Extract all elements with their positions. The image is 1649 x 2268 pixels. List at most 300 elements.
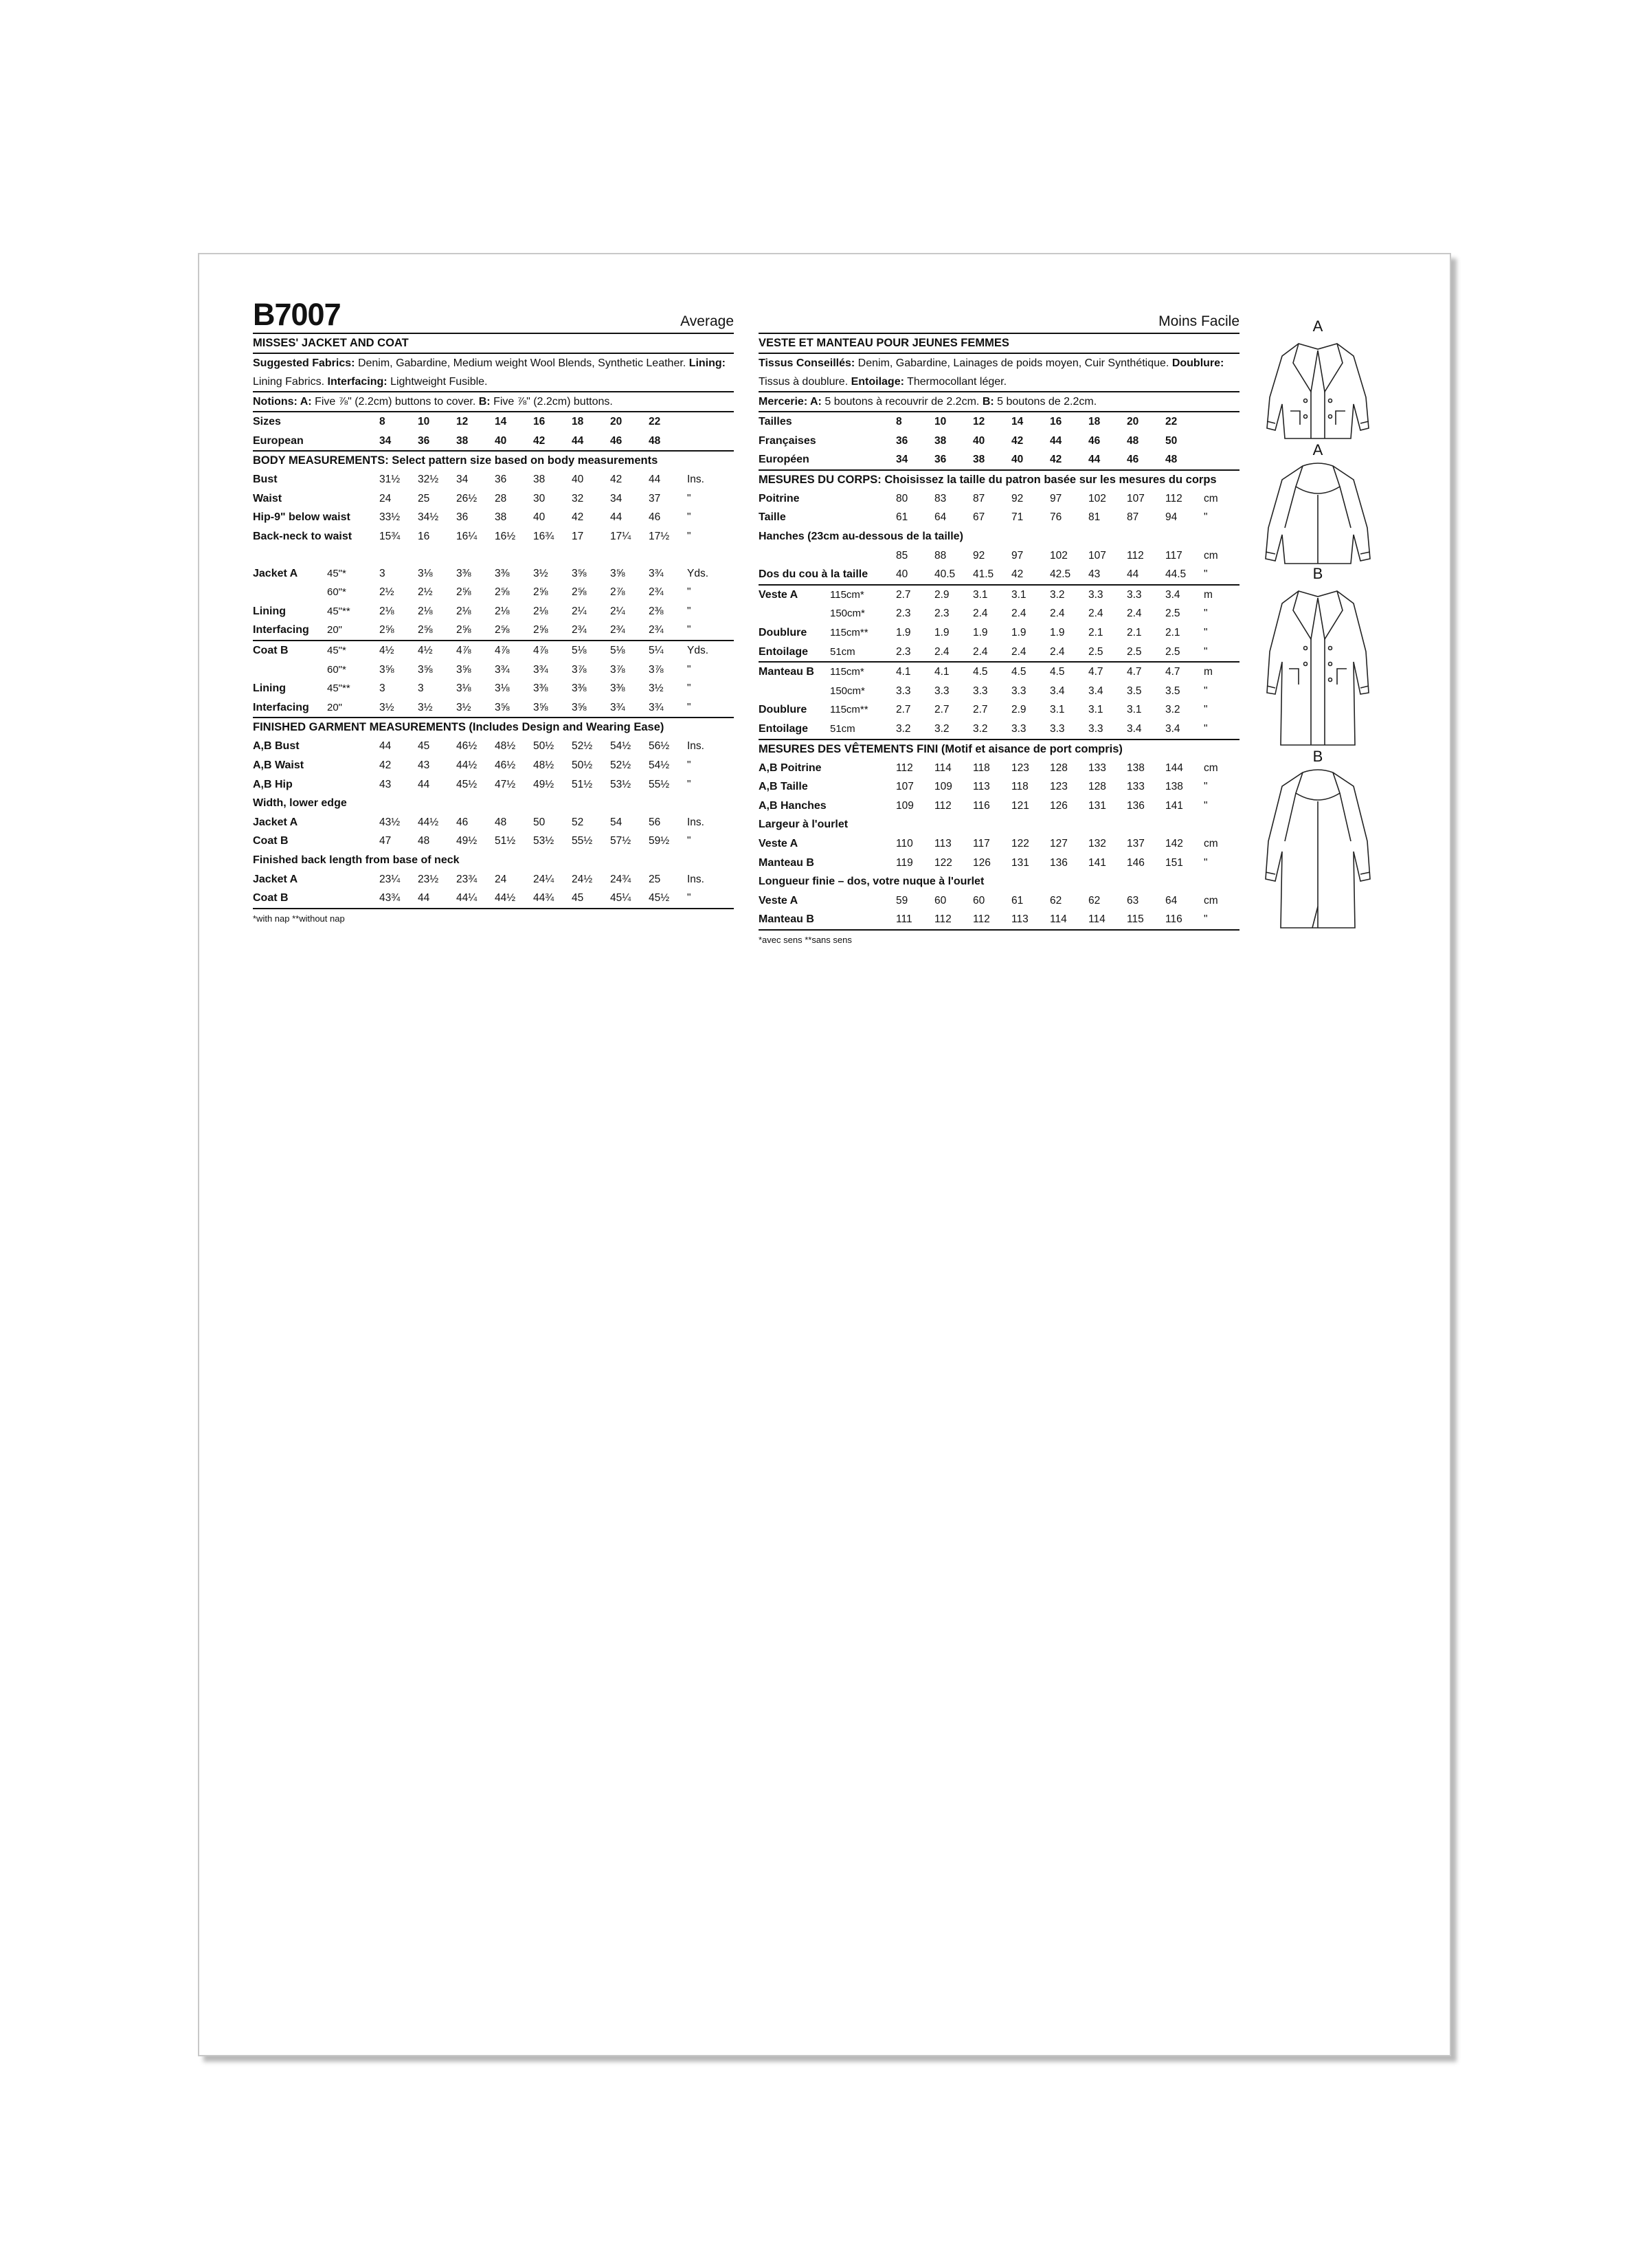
- table-cell: 3¾: [495, 663, 510, 676]
- table-cell: 44: [572, 434, 584, 447]
- table-cell: 32: [572, 492, 584, 504]
- table-cell: 128: [1088, 781, 1106, 793]
- table-cell: 3⅛: [456, 682, 471, 695]
- table-cell: 2½: [418, 586, 433, 599]
- table-cell: 57½: [610, 835, 631, 847]
- table-cell: 3⅛: [495, 682, 510, 695]
- table-cell: 33½: [379, 511, 401, 524]
- table-cell: 24½: [572, 873, 593, 885]
- row-unit: cm: [1204, 837, 1218, 849]
- table-cell: 59½: [649, 835, 670, 847]
- table-cell: 8: [896, 416, 902, 428]
- table-cell: 3⅝: [572, 701, 587, 713]
- notions-text: Five ⅞" (2.2cm) buttons to cover.: [315, 396, 476, 408]
- table-cell: 88: [934, 549, 947, 562]
- row-unit: cm: [1204, 894, 1218, 907]
- table-cell: 4⅞: [456, 644, 471, 656]
- table-cell: 36: [896, 434, 908, 447]
- table-cell: 36: [934, 454, 947, 466]
- table-cell: 3⅝: [379, 663, 394, 676]
- suggested-fabrics-fr: [759, 353, 1239, 391]
- table-cell: 38: [456, 434, 469, 447]
- table-cell: 18: [1088, 416, 1101, 428]
- row-width: 60"*: [327, 663, 346, 676]
- table-cell: 2.7: [934, 704, 950, 716]
- table-cell: 1.9: [1050, 626, 1065, 638]
- table-cell: 44¾: [533, 892, 554, 904]
- table-cell: 38: [533, 474, 546, 486]
- table-cell: 1.9: [896, 626, 911, 638]
- row-unit: ": [1204, 704, 1208, 716]
- table-cell: 42: [610, 474, 622, 486]
- table-cell: 3⅜: [610, 682, 625, 695]
- table-cell: 3.4: [1165, 722, 1180, 735]
- table-cell: 2.9: [1011, 704, 1027, 716]
- coat-yardage-table-fr: [759, 661, 1239, 738]
- table-cell: 61: [1011, 894, 1024, 907]
- table-cell: 36: [495, 474, 507, 486]
- table-row: [759, 682, 1239, 701]
- row-unit: m: [1204, 666, 1213, 678]
- table-cell: 34½: [418, 511, 439, 524]
- finished-measurements-table-fr: [759, 759, 1239, 929]
- table-row: [759, 834, 1239, 854]
- row-label: Européen: [759, 454, 809, 466]
- table-cell: 31½: [379, 474, 401, 486]
- table-cell: 3⅜: [533, 682, 548, 695]
- table-cell: 43: [418, 759, 430, 771]
- table-cell: 5⅛: [572, 644, 587, 656]
- table-cell: 15¾: [379, 531, 401, 543]
- table-cell: 44: [1050, 434, 1062, 447]
- table-cell: 2.7: [896, 588, 911, 601]
- row-unit: ": [1204, 685, 1208, 697]
- table-cell: 3.3: [1127, 588, 1142, 601]
- table-cell: 3⅝: [495, 701, 510, 713]
- table-cell: 85: [896, 549, 908, 562]
- row-unit: Ins.: [687, 873, 704, 885]
- table-cell: 4½: [379, 644, 394, 656]
- table-cell: 43¾: [379, 892, 401, 904]
- table-cell: 3.3: [973, 685, 988, 697]
- table-cell: 16: [1050, 416, 1062, 428]
- table-cell: 122: [934, 856, 952, 869]
- table-cell: 42: [1011, 568, 1024, 581]
- table-cell: 2⅞: [610, 586, 625, 599]
- table-row: [253, 889, 734, 908]
- table-cell: 50½: [572, 759, 593, 771]
- table-cell: 44½: [456, 759, 478, 771]
- table-row: [759, 643, 1239, 662]
- interfacing-text-fr: Thermocollant léger.: [907, 376, 1007, 388]
- table-cell: 36: [456, 511, 469, 524]
- table-cell: 123: [1050, 781, 1068, 793]
- table-cell: 18: [572, 416, 584, 428]
- table-cell: 2⅝: [456, 624, 471, 636]
- table-cell: 2⅝: [379, 624, 394, 636]
- table-cell: 42.5: [1050, 568, 1071, 581]
- table-cell: 3⅝: [418, 663, 433, 676]
- table-cell: 40: [973, 434, 985, 447]
- row-width: 115cm*: [830, 588, 864, 601]
- row-label: Manteau B: [759, 666, 814, 678]
- lining-text-fr: Tissus à doublure.: [759, 376, 849, 388]
- row-label: Veste A: [759, 588, 798, 601]
- table-cell: 44¼: [456, 892, 478, 904]
- table-row: [759, 700, 1239, 720]
- table-cell: 4.5: [1050, 666, 1065, 678]
- sizes-table-fr: [759, 411, 1239, 469]
- table-cell: 2.4: [1011, 608, 1027, 620]
- table-cell: 119: [896, 856, 913, 869]
- notions-b-text-fr: 5 boutons de 2.2cm.: [997, 396, 1097, 408]
- row-unit: ": [687, 511, 691, 524]
- table-cell: 3.4: [1088, 685, 1103, 697]
- table-row: [759, 720, 1239, 739]
- table-cell: 43: [1088, 568, 1101, 581]
- table-cell: 92: [1011, 492, 1024, 504]
- table-cell: 112: [973, 913, 990, 926]
- table-cell: 116: [973, 799, 990, 812]
- view-label-a-back: A: [1312, 441, 1323, 458]
- table-cell: 126: [1050, 799, 1068, 812]
- table-cell: 60: [973, 894, 985, 907]
- table-cell: 109: [896, 799, 914, 812]
- table-cell: 46: [1127, 454, 1139, 466]
- table-cell: 2.5: [1127, 645, 1142, 658]
- table-cell: 116: [1165, 913, 1182, 926]
- table-row: [253, 470, 734, 489]
- table-row: [759, 565, 1239, 584]
- table-cell: 45: [418, 740, 430, 753]
- table-cell: 2.7: [896, 704, 911, 716]
- row-label: Tailles: [759, 416, 792, 428]
- table-cell: 23½: [418, 873, 439, 885]
- table-cell: 87: [973, 492, 985, 504]
- table-cell: 3.2: [1165, 704, 1180, 716]
- table-cell: 137: [1127, 837, 1145, 849]
- row-label: A,B Waist: [253, 759, 304, 771]
- table-cell: 3: [379, 567, 385, 579]
- table-cell: 102: [1088, 492, 1106, 504]
- table-cell: 44: [610, 511, 622, 524]
- table-cell: 53½: [533, 835, 554, 847]
- row-width: 45"**: [327, 605, 350, 617]
- table-cell: 41.5: [973, 568, 994, 581]
- table-cell: 59: [896, 894, 908, 907]
- table-cell: 2.5: [1088, 645, 1103, 658]
- table-row: [253, 508, 734, 527]
- table-cell: 38: [973, 454, 985, 466]
- row-unit: cm: [1204, 492, 1218, 504]
- table-cell: 2.4: [1088, 608, 1103, 620]
- footnote: *with nap **without nap: [253, 908, 734, 926]
- table-row: [759, 586, 1239, 605]
- table-cell: 117: [1165, 549, 1182, 562]
- table-cell: 64: [1165, 894, 1178, 907]
- table-cell: 12: [456, 416, 469, 428]
- row-label: Longueur finie – dos, votre nuque à l'ourlet: [759, 876, 985, 888]
- body-measurements-table: [253, 470, 734, 546]
- table-cell: 14: [495, 416, 507, 428]
- table-cell: 146: [1127, 856, 1145, 869]
- table-cell: 16½: [495, 531, 516, 543]
- row-width: 45"*: [327, 567, 346, 579]
- table-cell: 2.4: [1127, 608, 1142, 620]
- table-cell: 2.4: [1050, 645, 1065, 658]
- table-cell: 54½: [610, 740, 631, 753]
- table-cell: 2.1: [1088, 626, 1103, 638]
- table-cell: 34: [896, 454, 908, 466]
- table-cell: 3.4: [1165, 588, 1180, 601]
- table-cell: 144: [1165, 761, 1183, 774]
- row-label: Poitrine: [759, 492, 800, 504]
- row-unit: m: [1204, 588, 1213, 601]
- french-content: [759, 333, 1239, 947]
- table-cell: 112: [1127, 549, 1144, 562]
- table-cell: 3⅞: [649, 663, 664, 676]
- table-cell: 114: [934, 761, 952, 774]
- row-label: A,B Poitrine: [759, 761, 822, 774]
- table-cell: 52: [572, 816, 584, 828]
- row-unit: ": [1204, 568, 1208, 581]
- row-unit: ": [687, 586, 691, 599]
- table-row: [253, 756, 734, 775]
- table-cell: 151: [1165, 856, 1183, 869]
- table-cell: 107: [1088, 549, 1106, 562]
- body-measurements-title-fr: MESURES DU CORPS: Choisissez la taille du patron basée sur les mesures du corps: [759, 469, 1239, 489]
- row-unit: Ins.: [687, 740, 704, 753]
- table-cell: 45½: [649, 892, 670, 904]
- table-cell: 40: [533, 511, 546, 524]
- table-cell: 136: [1127, 799, 1145, 812]
- table-row: [759, 759, 1239, 778]
- table-cell: 37: [649, 492, 661, 504]
- row-label: Width, lower edge: [253, 797, 347, 810]
- table-cell: 122: [1011, 837, 1029, 849]
- finished-measurements-title-fr: MESURES DES VÊTEMENTS FINI (Motif et aisance de port compris): [759, 739, 1239, 759]
- table-cell: 114: [1050, 913, 1067, 926]
- table-cell: 1.9: [973, 626, 988, 638]
- table-cell: 3.1: [1011, 588, 1027, 601]
- table-cell: 10: [934, 416, 947, 428]
- table-cell: 118: [1011, 781, 1029, 793]
- table-cell: 3.4: [1127, 722, 1142, 735]
- row-unit: ": [1204, 511, 1208, 524]
- table-row: [253, 641, 734, 660]
- table-cell: 49½: [533, 778, 554, 790]
- table-cell: 107: [1127, 492, 1145, 504]
- row-width: 45"**: [327, 682, 350, 695]
- table-cell: 3.3: [934, 685, 950, 697]
- table-cell: 48: [1127, 434, 1139, 447]
- table-cell: 42: [1011, 434, 1024, 447]
- table-cell: 138: [1165, 781, 1183, 793]
- table-cell: 3⅜: [495, 567, 510, 579]
- table-cell: 141: [1088, 856, 1106, 869]
- table-cell: 46½: [456, 740, 478, 753]
- table-cell: 51½: [495, 835, 516, 847]
- table-cell: 3.2: [973, 722, 988, 735]
- view-label-b-back: B: [1312, 748, 1323, 765]
- row-width: 51cm: [830, 722, 855, 735]
- table-cell: 3¾: [649, 701, 664, 713]
- row-unit: ": [687, 531, 691, 543]
- table-cell: 3.3: [896, 685, 911, 697]
- row-label: Entoilage: [759, 722, 809, 735]
- table-cell: 34: [610, 492, 622, 504]
- jacket-yardage-table-fr: [759, 584, 1239, 661]
- table-cell: 2.4: [934, 645, 950, 658]
- table-cell: 2⅝: [533, 624, 548, 636]
- row-label: Coat B: [253, 835, 289, 847]
- table-cell: 3⅝: [572, 567, 587, 579]
- table-cell: 131: [1011, 856, 1029, 869]
- row-unit: ": [1204, 645, 1208, 658]
- body-measurements-title: BODY MEASUREMENTS: Select pattern size based on body measurements: [253, 450, 734, 470]
- table-cell: 3½: [649, 682, 664, 695]
- table-cell: 8: [379, 416, 385, 428]
- table-cell: 2¾: [649, 624, 664, 636]
- table-cell: 20: [1127, 416, 1139, 428]
- table-cell: 138: [1127, 761, 1145, 774]
- table-cell: 45½: [456, 778, 478, 790]
- garment-title: MISSES' JACKET AND COAT: [253, 337, 409, 349]
- table-cell: 2¾: [572, 624, 587, 636]
- table-cell: 63: [1127, 894, 1139, 907]
- table-row: [759, 527, 1239, 546]
- row-label: Interfacing: [253, 701, 309, 713]
- table-cell: 42: [1050, 454, 1062, 466]
- table-row: [253, 737, 734, 756]
- table-cell: 25: [649, 873, 661, 885]
- table-cell: 23¼: [379, 873, 401, 885]
- table-cell: 3.3: [1011, 685, 1027, 697]
- table-cell: 54½: [649, 759, 670, 771]
- row-unit: ": [687, 835, 691, 847]
- notions-b-label: B:: [478, 396, 491, 408]
- jacket-yardage-table: [253, 564, 734, 640]
- table-cell: 22: [649, 416, 661, 428]
- table-cell: 112: [896, 761, 913, 774]
- lining-label: Lining:: [688, 357, 726, 369]
- row-label: Bust: [253, 474, 278, 486]
- table-cell: 56: [649, 816, 661, 828]
- table-cell: 46: [610, 434, 622, 447]
- table-row: [759, 489, 1239, 509]
- row-unit: cm: [1204, 549, 1218, 562]
- table-cell: 2⅛: [379, 605, 394, 617]
- table-cell: 3⅜: [456, 567, 471, 579]
- table-cell: 24¾: [610, 873, 631, 885]
- row-width: 20": [327, 624, 343, 636]
- table-cell: 52½: [572, 740, 593, 753]
- table-cell: 127: [1050, 837, 1068, 849]
- table-cell: 48: [418, 835, 430, 847]
- table-cell: 48: [649, 434, 661, 447]
- row-width: 115cm**: [830, 626, 868, 638]
- table-cell: 34: [379, 434, 392, 447]
- table-cell: 3½: [456, 701, 471, 713]
- table-cell: 42: [572, 511, 584, 524]
- row-unit: ": [1204, 608, 1208, 620]
- coat-back-icon: [1257, 766, 1378, 934]
- row-width: 45"*: [327, 644, 346, 656]
- row-width: 20": [327, 701, 343, 713]
- table-cell: 23¾: [456, 873, 478, 885]
- table-cell: 40: [572, 474, 584, 486]
- table-cell: 71: [1011, 511, 1024, 524]
- table-cell: 76: [1050, 511, 1062, 524]
- table-row: [759, 853, 1239, 872]
- row-unit: ": [687, 778, 691, 790]
- notions-fr: [759, 391, 1239, 411]
- table-cell: 2⅛: [533, 605, 548, 617]
- table-cell: 133: [1088, 761, 1106, 774]
- fabrics-text-fr: Denim, Gabardine, Lainages de poids moyen, Cuir Synthétique.: [857, 357, 1169, 369]
- table-cell: 118: [973, 761, 990, 774]
- table-cell: 5⅛: [610, 644, 625, 656]
- row-unit: ": [1204, 722, 1208, 735]
- row-label: Jacket A: [253, 873, 298, 885]
- table-cell: 12: [973, 416, 985, 428]
- table-cell: 40: [1011, 454, 1024, 466]
- table-cell: 40: [495, 434, 507, 447]
- table-cell: 2⅝: [572, 586, 587, 599]
- table-cell: 46½: [495, 759, 516, 771]
- difficulty-level-fr: Moins Facile: [1158, 313, 1239, 329]
- table-row: [759, 815, 1239, 834]
- notions-label: Notions: A:: [253, 396, 312, 408]
- row-label: Dos du cou à la taille: [759, 568, 868, 581]
- row-label: Manteau B: [759, 856, 814, 869]
- table-cell: 4.7: [1127, 666, 1142, 678]
- table-cell: 2.1: [1165, 626, 1180, 638]
- table-cell: 17½: [649, 531, 670, 543]
- table-cell: 40: [896, 568, 908, 581]
- table-cell: 55½: [649, 778, 670, 790]
- table-cell: 36: [418, 434, 430, 447]
- view-label-a-front: A: [1312, 318, 1323, 335]
- table-cell: 24¼: [533, 873, 554, 885]
- table-cell: 2⅝: [495, 586, 510, 599]
- table-cell: 113: [973, 781, 990, 793]
- row-unit: ": [687, 663, 691, 676]
- row-label: Coat B: [253, 644, 289, 656]
- table-cell: 3⅛: [418, 567, 433, 579]
- table-row: [759, 777, 1239, 797]
- row-label: Doublure: [759, 704, 807, 716]
- fabrics-label: Suggested Fabrics:: [253, 357, 355, 369]
- table-row: [253, 527, 734, 546]
- table-cell: 25: [418, 492, 430, 504]
- table-cell: 136: [1050, 856, 1068, 869]
- table-cell: 47: [379, 835, 392, 847]
- table-cell: 28: [495, 492, 507, 504]
- jacket-back-icon: [1257, 459, 1378, 569]
- table-cell: 48½: [495, 740, 516, 753]
- table-cell: 3.3: [1011, 722, 1027, 735]
- table-cell: 109: [934, 781, 952, 793]
- table-cell: 64: [934, 511, 947, 524]
- row-unit: ": [1204, 799, 1208, 812]
- pattern-number: B7007: [253, 297, 341, 332]
- row-unit: Yds.: [687, 567, 709, 579]
- row-label: European: [253, 434, 304, 447]
- row-label: A,B Hip: [253, 778, 293, 790]
- table-row: [759, 663, 1239, 682]
- finished-measurements-title: FINISHED GARMENT MEASUREMENTS (Includes Design and Wearing Ease): [253, 717, 734, 737]
